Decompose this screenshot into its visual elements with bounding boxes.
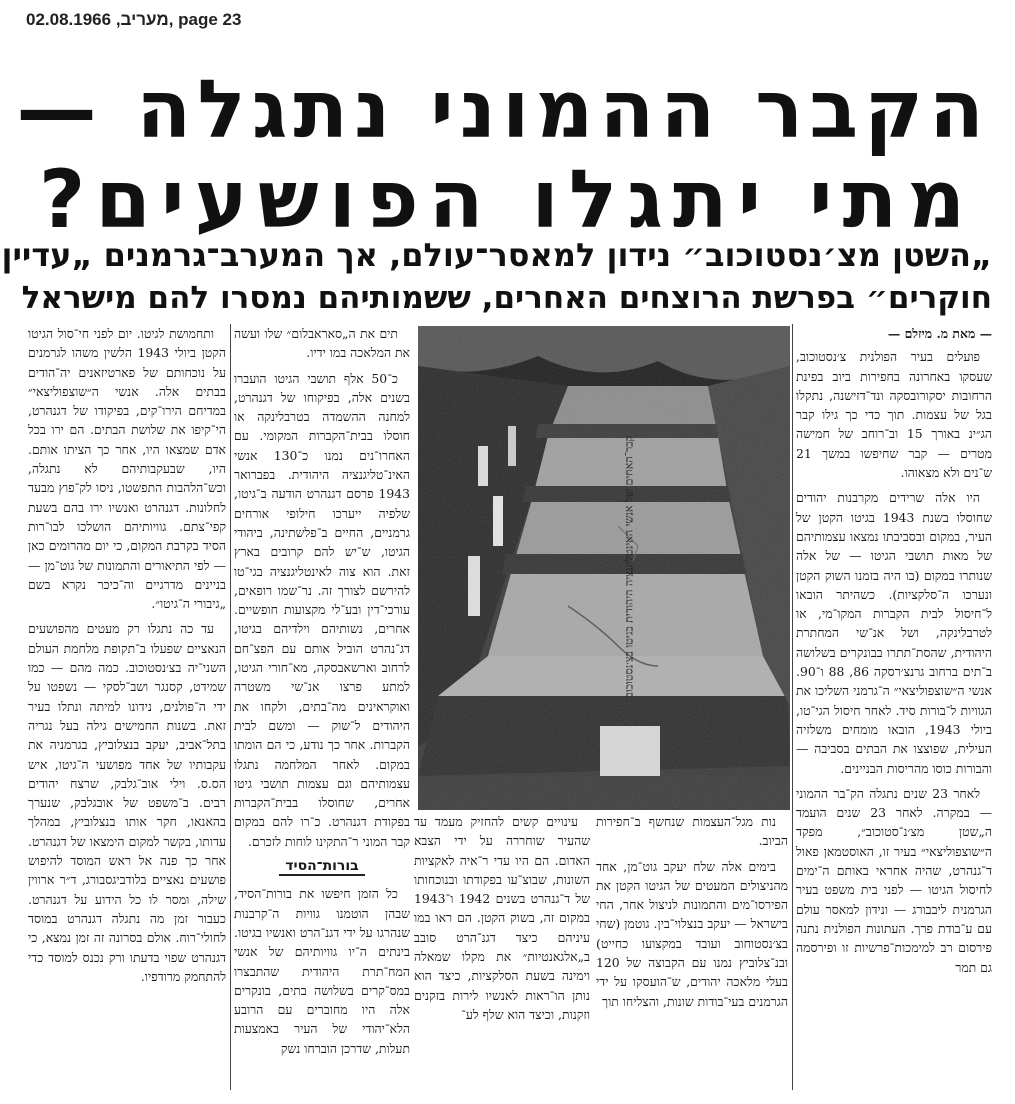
paragraph: עינויים קשים להחזיק מעמד עד שהעיר שוחררה על ידי הצבא האדום. הם היו עדי ר־איה לאקציות השונות, שבוצ־עו בפקודתו ובנוכחותו של ד־גנהרט בשנים 1942 ו־1943 במקום זה, בשוק הקטן. הם ראו במו עיניהם כיצד דגנ־הרט סובב ב„אלגאנטיות״ את מקלו שמאלה וימינה בשעת הסלקציות, כיצד הוא נותן הו־ראות לאנשיו לירות בזקנים וזקנות, וכיצד הוא שלף לע־ xyxy=(414,814,590,1022)
article-column-mid-bottom-left xyxy=(414,812,590,1094)
paragraph: עד כה נתגלו רק מעטים מהפושעים הנאציים שפעלו ב־תקופת מלחמת העולם השני־יה בצ׳נסטוכוב. כמה מהם — כמו שמידט, קסנגר ושב־לסקי — נשפטו על ידי ה־פולנים, נידונו למיתה ונתלו בעיר זאת. בשנות החמישים גילה בעל נגריה בתל־אביב, יעקב בנצלוביץ, בגרמניה את עקבותיו של אחד מפושעי ה־גיטו, איש הס.ס. וילי אוב־גלבק, שרצח יהודים רבים. ב־משפט של אובגלבק, שנערך בהאנאו, חקר אותו בנצלוביץ, במהלך עדותו, בקשר למקום הימצאו של דגנהרט. אחר כך פנה אל ראש המוסד להיפוש פושעים נאציים בלודביגסבורג, ד״ר ארווין שילה, ומסר לו כל הידוע על דגנהרט. כעבור זמן מה נתגלה דגנהרט במוסד לחולי־רוח. אולם בסרונה זה זמן נמצא, כי דגנהרט שפוי בדעתו ורק נכנס למוסד כדי להתחמק מרודפיו. xyxy=(28,621,226,984)
paragraph: כ־50 אלף תושבי הגיטו הועברו בשנים אלה, בפיקוחו של דגנהרט, למחנה ההשמדה בטרבלינקה או חוסלו בבית־הקברות המקומי. עם האחרו־נים נמנו כ־130 אנשי האינ־טליגנציה היהודית. בפברואר 1943 פרסם דגנהרט הודעה ב־גיטו, שלפיה ייערכו חילופי אורחים גרמניים, החיים ב־פלשתינה, ביהודי הגיטו, ש־יש להם קרובים בארץ זאת. הוא צוה לאינטליגנציה בגי־טו להירשם לצורך זה. נר־שמו רופאים, עורכי־דין ובע־לי מקצועות חופשיים. אחרים, נשותיהם וילדיהם בגיטו, דג־נהרט הוביל אותם עם הפצ־חם לרחוב וארשאבסקה, מא־חורי הגיטו, למתע פרצו אנ־שי משטרה ואוקראינים מה־בתים, ולקחו את היהודים ל־שוק — ומשם לבית הקברות. אחר כך נודע, כי הם הומתו במקום. לאחר המלחמה נתגלו עצמותיהם וגם עצמות תושבי גיטו אחרים, שחוסלו בבית־הקברות בפקודת דגנהרט. כ־רו להם במקום קבר המוני ר־התקינו לוחות לזכרם. xyxy=(234,370,410,849)
article-column-left xyxy=(28,324,226,1098)
article-column-right xyxy=(796,324,992,1088)
paragraph: ותחמושת לגיטו. יום לפני חי־סול הגיטו הקטן ביולי 1943 הלשין משהו לגרמנים על נוכחותם של פארטיזאנים יה־הודים בבתים אלה. אנשי ה״שוצפוליצאי״ במדיחם הירו־קים, בפיקודו של דגנהרט, הי־קיפו את שלושת הבתים. הם ירו בכל אדם שמצאו היו, אחר כך הציתו אותם. היו, שבעקבותיהם לא נתגלה, וכש־הלהבות התפשטו, ניסו לק־פוץ מבעד לחלונות. דגנהרט ואנשיו ירו בהם בשעת קפי־צתם. גוויותיהם הושלכו לבו־רות הסיד בקרבת המקום, כי יום מהרומים כאן — לפי התיאורים והתמונות של גוט־מן — בניינים מדרגיים וה־כיכר נקרא בשם „גיבורי ה־גיטו״. xyxy=(28,326,226,612)
column-divider xyxy=(792,324,793,1090)
byline: — מאת מ. מיזלם — xyxy=(887,326,992,341)
paragraph: תים את ה„סאראבלום״ שלו ועשה את המלאכה במו ידיו. xyxy=(234,326,410,361)
paragraph: לאחר 23 שנים נתגלה הק־בר ההמוני — במקרה. לאחר 23 שנים הועמד ה„שטן מצ׳נ־סטוכוב״, מפקד ה״שוצפוליצאי״ בעיר זו, האוסטמאן פאול ד־גנהרט, שהיה אחראי באותם ה־ימים לחיסול הגיטו — לפני בית משפט בעיר הגרמנית ליבבורג — ונידון למאסר עולם עם ע־בודת פרך. העתונות הפולנית נתנה פירסום רב למימכות־פרשיות זו ופירסמה גם תמר xyxy=(796,785,992,975)
paragraph: היו אלה שרידים מקרבנות יהודים שחוסלו בשנת 1943 בגיטו הקטן של העיר, במקום ובסביבתו נמצאו עצמותיהם של מאות תושבי הגיטו — של אלה שנותרו במקום (בו היה בזמנו השוק הקטן ונערכו ה־סלקציות). כשהיתר הובאו ל־חיסול לבית הקברות המקו־מי, או לטרבלינקה, ושל אנ־שי המחתרת היהודית, שהסת־תתרו בבונקרים בשלושה ב־תים ברחוב גרנצ׳רסקה 86, 88 ו־90. אנשי ה״שוצפוליצאי״ ה־גרמני השליכו את הגוויות ל־בורות סיד. לאחר חיסול הגי־טו, ביולי 1943, הובאו מומחים משלזיה העילית, שפוצצו את הבתים בסביבה — והבורות כוסו מהריסות הבניינים. xyxy=(796,490,992,776)
section-title-text: בורות־הסיד xyxy=(279,858,364,876)
photo-caption: קבר־האחים של אנשי האינטליגנציה היהודית בגיטו בצ׳נסטוכוב xyxy=(622,435,636,698)
mass-grave-photo xyxy=(418,326,790,810)
headline-line-2: מתי יתגלו הפושעים? xyxy=(38,153,976,246)
article-column-middle xyxy=(234,324,410,1094)
subheadline-line-2: חוקרים״ בפרשת הרוצחים האחרים, ששמותיהם נמסרו להם מישראל xyxy=(21,280,992,316)
subheadline-line-1: „השטן מצ׳נסטוכוב״ נידון למאסר־עולם, אך המערב־גרמנים „עדיין xyxy=(1,236,992,274)
paragraph: נות מגל־העצמות שנחשף ב־חפירות הביוב. xyxy=(596,814,788,849)
paragraph: פועלים בעיר הפולנית צ׳נסטוכוב, שעסקו באחרונה בחפירות ביוב בפינת הרחובות יסקורובסקה ונד־דזישנה, נתקלו בגל של עצמות. תוך כדי כך גילו קבר הג״ינ באורך 15 וב־רוחב של חמישה מטרים — קבר שחיפשו במשך 21 ש־נים ולא מצאוהו. xyxy=(796,349,992,481)
headline-line-1: הקבר ההמוני נתגלה — xyxy=(16,63,990,156)
source-line: מעריב, 02.08.1966, page 23 xyxy=(26,10,242,29)
column-divider xyxy=(230,324,231,1090)
article-column-mid-bottom-right xyxy=(596,812,788,1094)
paragraph: כל הזמן חיפשו את בורות־הסיד, שבהן הוטמנו גוויות ה־קרבנות שנהרגו על ידי דגנ־הרט ואנשיו בגיטו. בינתים ה־יו גוויותיהם של אנשי המח־תרת היהודית שהתבצרו במס־קרים בשלושה בתים, בונקרים אלה היו מחוברים עם הרובע הלא־יהודי של העיר באמצעות תעלות, שדרכן הוברחו נשק xyxy=(234,886,410,1056)
paragraph: בימים אלה שלח יעקב גוט־מן, אחד מהניצולים המעטים של הגיטו הקטן את הפירסו־מים והתמונות לניצול אחר, החי בישראל — יעקב בנצלוי־בין. גוטמן (שחי בצ׳נסטוחוב ועובד במקצועו כחייט) ובנ־צלוביץ נמנו עם הקבוצה של 120 בעלי מלאכה יהודים, ש־הועסקו על ידי הגרמנים בעי־בודות שונות, והצליחו תוך xyxy=(596,858,788,1009)
section-title xyxy=(234,857,410,876)
